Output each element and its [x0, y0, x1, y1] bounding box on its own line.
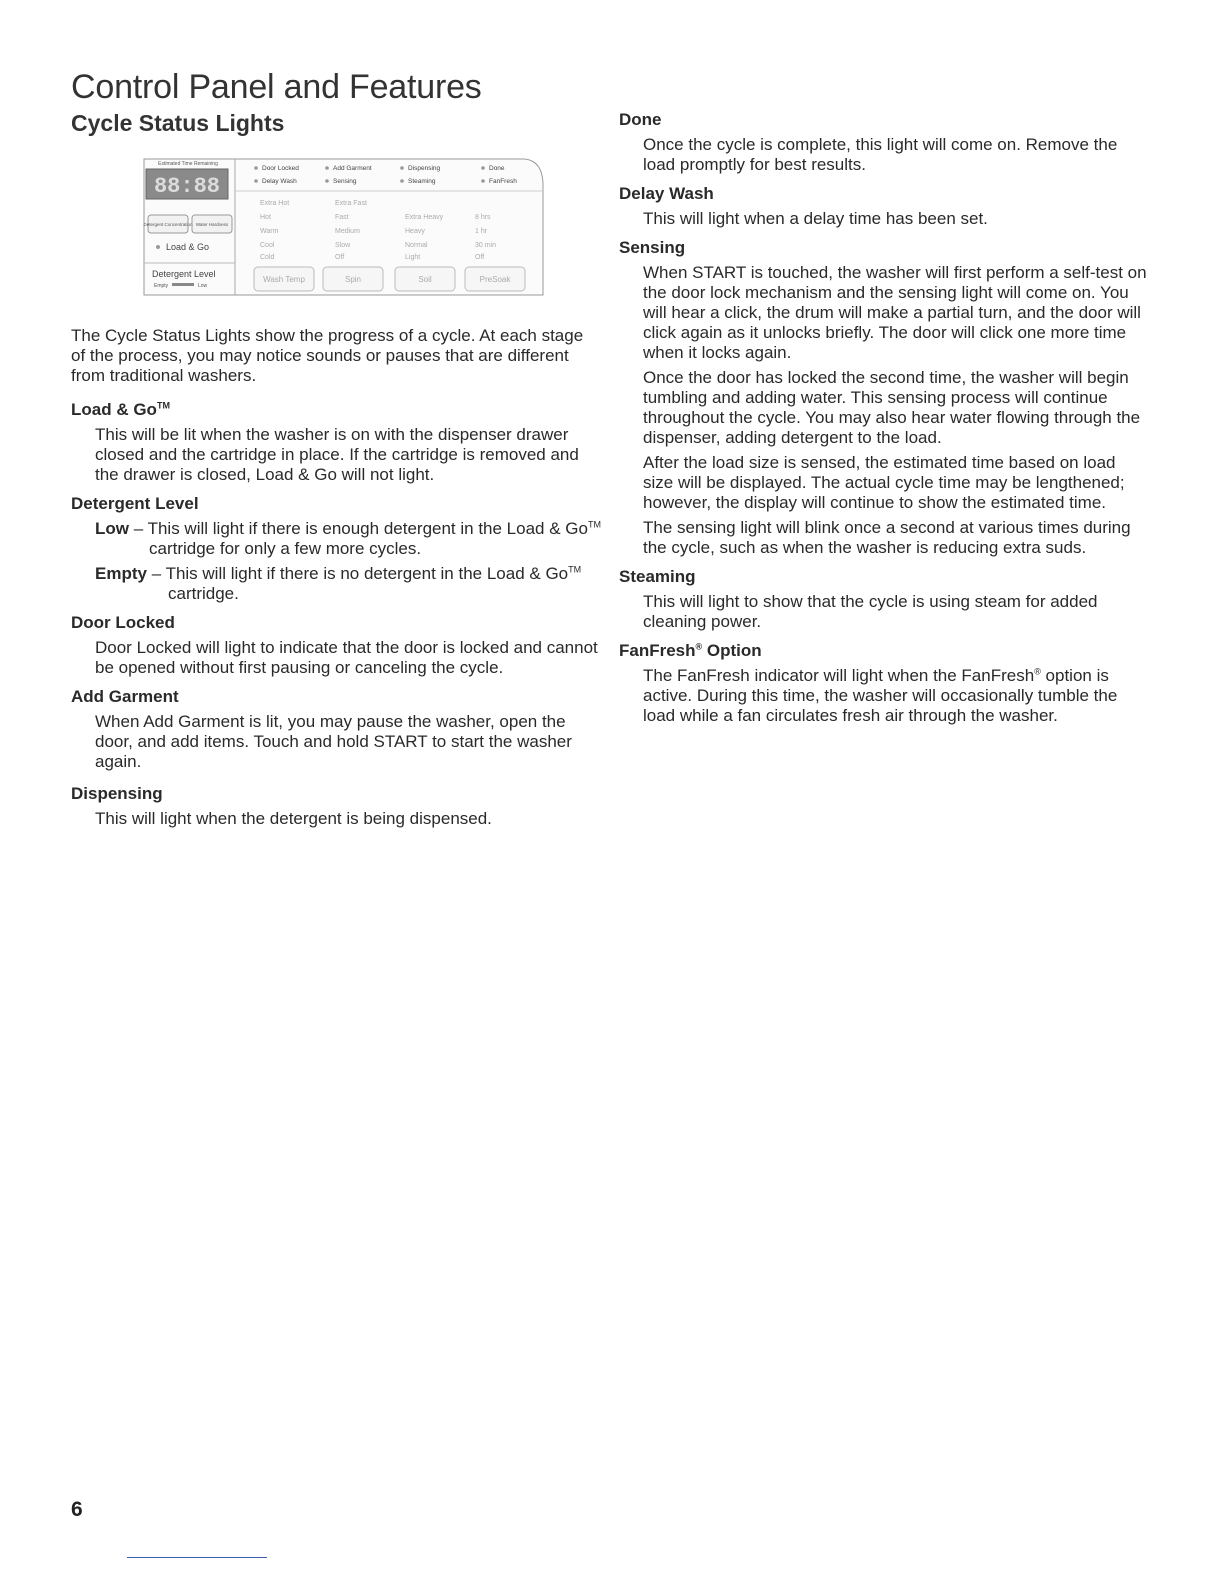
- status-sensing: Sensing: [333, 178, 357, 185]
- panel-empty-label: Empty: [154, 283, 169, 289]
- panel-load-go-label: Load & Go: [166, 242, 210, 252]
- intro-paragraph: The Cycle Status Lights show the progress of a cycle. At each stage of the process, you may notice sounds or pauses that are different from traditional washers.: [71, 326, 584, 385]
- detergent-level-bar: [172, 283, 194, 286]
- sensing-paragraph-2: Once the door has locked the second time, the washer will begin tumbling and adding water. This sensing process will continue throughout the cycle. You may also hear water flowing through the dispenser, adding detergent to the load.: [643, 368, 1141, 447]
- panel-low-label: Low: [198, 283, 208, 289]
- estimated-time-label: Estimated Time Remaining: [158, 161, 218, 167]
- soil-option: Heavy: [405, 228, 425, 235]
- sensing-paragraph-1: When START is touched, the washer will first perform a self-test on the door lock mechanism and the sensing light will come on. You will hear a click, the drum will make a partial turn, and the door will click again as it unlocks briefly. The door will click one more time when it locks again.: [643, 263, 1147, 362]
- page-title: Control Panel and Features: [71, 68, 482, 106]
- fanfresh-heading: FanFresh® Option: [619, 641, 762, 660]
- delay-wash-text: This will light when a delay time has been set.: [643, 209, 988, 228]
- steaming-section: [619, 567, 1149, 632]
- spin-option: Fast: [335, 214, 349, 221]
- water-hardness-label: Water Hardness: [195, 222, 229, 227]
- presoak-button: PreSoak: [479, 275, 511, 284]
- wash-temp-button: Wash Temp: [263, 275, 305, 284]
- load-go-light: [156, 245, 160, 249]
- temp-option: Cool: [260, 242, 275, 249]
- status-delay-wash: Delay Wash: [262, 178, 297, 185]
- load-go-text: This will be lit when the washer is on with the dispenser drawer closed and the cartridge in place. If the cartridge is removed and the drawer is closed, Load & Go will not light.: [95, 425, 579, 484]
- control-panel-illustration: [140, 155, 545, 300]
- left-column: [71, 326, 601, 841]
- fanfresh-section: [619, 641, 1149, 726]
- done-text: Once the cycle is complete, this light will come on. Remove the load promptly for best results.: [643, 135, 1118, 174]
- add-garment-section: [71, 687, 601, 772]
- dispensing-heading: Dispensing: [71, 784, 163, 803]
- status-door-locked: Door Locked: [262, 165, 299, 172]
- detergent-level-section: [71, 494, 601, 604]
- soil-option: Extra Heavy: [405, 214, 444, 221]
- status-done: Done: [489, 165, 505, 172]
- status-dispensing: Dispensing: [408, 165, 441, 172]
- done-heading: Done: [619, 110, 662, 129]
- detergent-concentration-label: Detergent Concentration: [143, 222, 193, 227]
- temp-option: Warm: [260, 228, 279, 235]
- display-digits: 88:88: [153, 174, 221, 199]
- low-item: Low – This will light if there is enough detergent in the Load & Go™ cartridge for only a few more cycles.: [95, 519, 601, 558]
- dispensing-section: [71, 784, 601, 829]
- presoak-option: Off: [475, 254, 485, 261]
- status-steaming: Steaming: [408, 178, 436, 185]
- right-column: [619, 110, 1149, 738]
- soil-option: Light: [405, 254, 421, 261]
- panel-detergent-level-label: Detergent Level: [152, 269, 216, 279]
- spin-option: Extra Fast: [335, 200, 367, 207]
- dispensing-text: This will light when the detergent is being dispensed.: [95, 809, 492, 828]
- load-go-heading: Load & Go™: [71, 400, 170, 419]
- spin-option: Slow: [335, 242, 351, 249]
- detergent-level-heading: Detergent Level: [71, 494, 199, 513]
- footer-rule: [127, 1557, 267, 1558]
- sensing-paragraph-3: After the load size is sensed, the estimated time based on load size will be displayed. The actual cycle time may be lengthened; however, the display will continue to show the estimated time.: [643, 453, 1125, 512]
- done-section: [619, 110, 1149, 175]
- temp-option: Cold: [260, 254, 275, 261]
- presoak-option: 30 min: [475, 242, 497, 249]
- soil-option: Normal: [405, 242, 428, 249]
- empty-item: Empty – This will light if there is no detergent in the Load & Go™ cartridge.: [95, 564, 582, 603]
- spin-button: Spin: [344, 275, 362, 284]
- fanfresh-text: The FanFresh indicator will light when the FanFresh® option is active. During this time, the washer will occasionally tumble the load while a fan circulates fresh air through the washer.: [643, 666, 1118, 725]
- section-title: Cycle Status Lights: [71, 110, 285, 136]
- door-locked-section: [71, 613, 601, 678]
- temp-option: Hot: [260, 214, 271, 221]
- sensing-section: [619, 238, 1149, 558]
- presoak-option: 1 hr: [475, 228, 488, 235]
- sensing-heading: Sensing: [619, 238, 686, 257]
- delay-wash-section: [619, 184, 1149, 229]
- page-number: 6: [71, 1498, 83, 1521]
- add-garment-text: When Add Garment is lit, you may pause the washer, open the door, and add items. Touch and hold START to start the washer again.: [95, 712, 572, 771]
- presoak-option: 8 hrs: [475, 214, 491, 221]
- door-locked-text: Door Locked will light to indicate that the door is locked and cannot be opened without first pausing or canceling the cycle.: [95, 638, 598, 677]
- steaming-heading: Steaming: [619, 567, 696, 586]
- delay-wash-heading: Delay Wash: [619, 184, 714, 203]
- spin-option: Off: [335, 254, 345, 261]
- spin-option: Medium: [335, 228, 360, 235]
- status-fanfresh: FanFresh: [489, 178, 517, 185]
- load-go-section: [71, 400, 601, 485]
- steaming-text: This will light to show that the cycle is using steam for added cleaning power.: [643, 592, 1098, 631]
- soil-button: Soil: [418, 275, 432, 284]
- sensing-paragraph-4: The sensing light will blink once a second at various times during the cycle, such as when the washer is reducing extra suds.: [643, 518, 1131, 557]
- status-add-garment: Add Garment: [333, 165, 372, 172]
- temp-option: Extra Hot: [260, 200, 290, 207]
- add-garment-heading: Add Garment: [71, 687, 179, 706]
- door-locked-heading: Door Locked: [71, 613, 175, 632]
